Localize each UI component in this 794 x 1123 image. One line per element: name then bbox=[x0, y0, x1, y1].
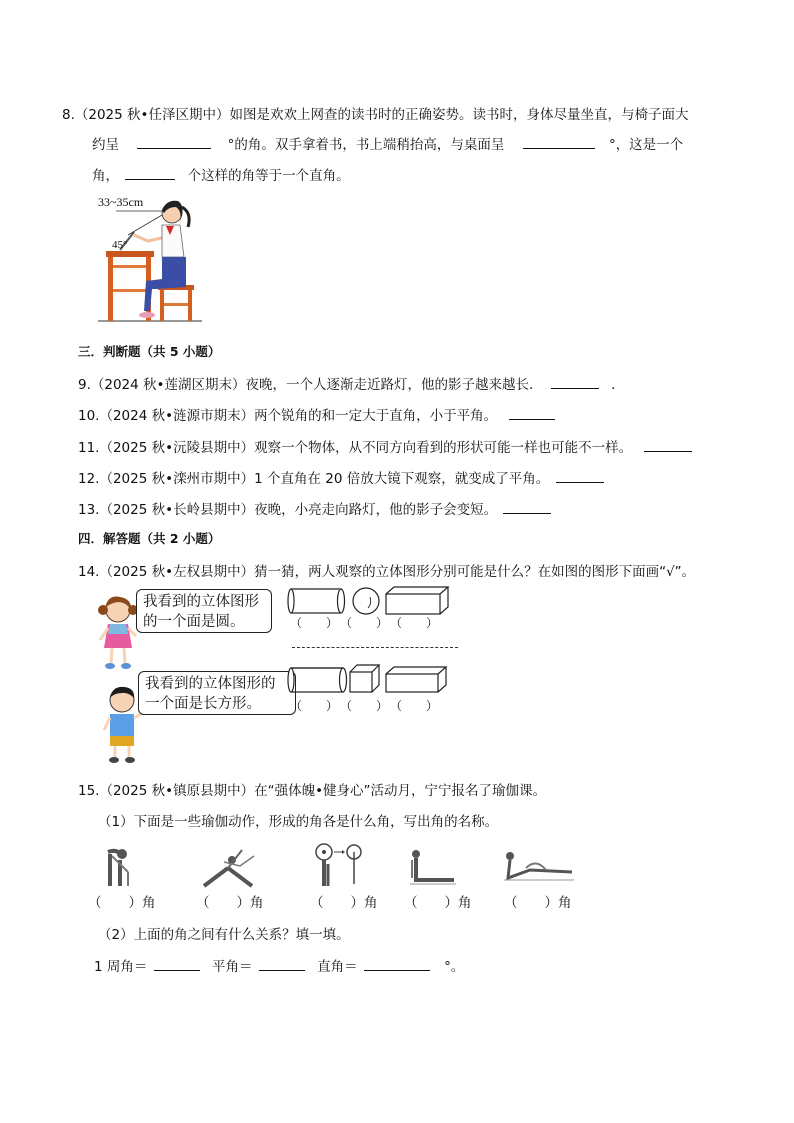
q8-line3-b: 个这样的角等于一个直角。 bbox=[187, 168, 350, 184]
fig-distance-label: 33~35cm bbox=[98, 195, 144, 209]
q10-blank[interactable] bbox=[509, 405, 555, 420]
row2-paren-2[interactable]: （ ） bbox=[340, 699, 389, 713]
fill-blank-1[interactable] bbox=[154, 956, 200, 971]
q11-blank[interactable] bbox=[644, 437, 692, 452]
section3-title: 三．判断题（共 5 小题） bbox=[78, 344, 221, 359]
q8-blank-1[interactable] bbox=[137, 134, 211, 149]
q15-text: 15.（2025 秋•镇原县期中）在“强体魄•健身心”活动月，宁宁报名了瑜伽课。 bbox=[78, 783, 547, 799]
fill-c: 直角＝ bbox=[317, 959, 358, 975]
q11-text: 11.（2025 秋•沅陵县期中）观察一个物体，从不同方向看到的形状可能一样也可能不一样。 bbox=[78, 440, 633, 456]
yoga-angle-4[interactable]: （ ）角 bbox=[404, 895, 472, 911]
q8-line3 bbox=[92, 164, 350, 184]
reading-posture-figure bbox=[96, 193, 206, 325]
q12-blank[interactable] bbox=[556, 468, 604, 483]
bubble2-line2: 一个面是长方形。 bbox=[145, 696, 261, 712]
q8-line2-b: °的角。双手拿着书，书上端稍抬高，与桌面呈 bbox=[227, 137, 505, 153]
yoga-angle-2[interactable]: （ ）角 bbox=[196, 895, 264, 911]
cuboid-shape-2 bbox=[386, 667, 446, 692]
yoga-pose-5 bbox=[500, 848, 576, 888]
reading-posture-illustration bbox=[96, 193, 206, 325]
q9-blank[interactable] bbox=[551, 374, 599, 389]
cylinder-shape-2 bbox=[288, 668, 347, 692]
yoga-angle-5[interactable]: （ ）角 bbox=[504, 895, 572, 911]
bubble1-line2: 的一个面是圆。 bbox=[143, 614, 245, 630]
yoga-pose-2 bbox=[202, 848, 256, 892]
section4-title: 四．解答题（共 2 小题） bbox=[78, 531, 221, 546]
row2-paren-3[interactable]: （ ） bbox=[390, 699, 439, 713]
fig-angle-label: 45° bbox=[112, 239, 128, 251]
yoga-pose-3 bbox=[314, 842, 362, 888]
bubble2-line1: 我看到的立体图形的 bbox=[145, 676, 276, 692]
q15-sub2: （2）上面的角之间有什么关系？填一填。 bbox=[98, 927, 350, 943]
fill-a: 1 周角＝ bbox=[94, 959, 148, 975]
yoga-pose-1 bbox=[102, 846, 142, 890]
yoga-angle-1[interactable]: （ ）角 bbox=[88, 895, 156, 911]
divider bbox=[292, 647, 458, 648]
q8-line2-a: 约呈 bbox=[92, 137, 119, 153]
q13-blank[interactable] bbox=[503, 499, 551, 514]
q13 bbox=[78, 498, 551, 518]
q14-text: 14.（2025 秋•左权县期中）猜一猜，两人观察的立体图形分别可能是什么？在如图的图形下面画“√”。 bbox=[78, 564, 696, 580]
q8-line2 bbox=[92, 133, 683, 153]
row2-shapes bbox=[288, 662, 458, 694]
bubble1-line1: 我看到的立体图形 bbox=[143, 594, 259, 610]
fill-d: °。 bbox=[444, 959, 465, 975]
q9 bbox=[78, 373, 625, 393]
q11 bbox=[78, 436, 692, 456]
fill-b: 平角＝ bbox=[211, 959, 253, 975]
q8-line3-a: 角， bbox=[92, 168, 119, 184]
q9-text: 9.（2024 秋•莲湖区期末）夜晚，一个人逐渐走近路灯，他的影子越来越长． bbox=[78, 377, 543, 393]
q8-blank-2[interactable] bbox=[523, 134, 595, 149]
cylinder-shape-1 bbox=[288, 588, 345, 613]
q15-fill-line bbox=[94, 955, 464, 975]
row2-paren-1[interactable]: （ ） bbox=[290, 699, 339, 713]
q12 bbox=[78, 467, 604, 487]
q8-blank-3[interactable] bbox=[125, 165, 175, 180]
q10-text: 10.（2024 秋•涟源市期末）两个锐角的和一定大于直角，小于平角。 bbox=[78, 408, 498, 424]
boy-speech-bubble bbox=[138, 671, 296, 715]
girl-speech-bubble bbox=[136, 589, 272, 633]
sphere-shape bbox=[353, 588, 379, 614]
yoga-pose-4 bbox=[408, 848, 458, 888]
fill-blank-3[interactable] bbox=[364, 956, 430, 971]
q12-text: 12.（2025 秋•滦州市期中）1 个直角在 20 倍放大镜下观察，就变成了平角。 bbox=[78, 471, 550, 487]
q8-line1: 8.（2025 秋•任泽区期中）如图是欢欢上网查的读书时的正确姿势。读书时，身体尽量坐直，与椅子面大 bbox=[62, 107, 689, 123]
cuboid-shape-1 bbox=[386, 587, 448, 614]
q9-tail: ． bbox=[611, 377, 625, 393]
row1-paren-1[interactable]: （ ） bbox=[290, 616, 339, 630]
q15-sub1: （1）下面是一些瑜伽动作，形成的角各是什么角，写出角的名称。 bbox=[98, 814, 499, 830]
row1-paren-3[interactable]: （ ） bbox=[390, 616, 439, 630]
cube-shape bbox=[350, 665, 379, 692]
q13-text: 13.（2025 秋•长岭县期中）夜晚，小亮走向路灯，他的影子会变短。 bbox=[78, 502, 498, 518]
row1-paren-2[interactable]: （ ） bbox=[340, 616, 389, 630]
q8-line2-c: °，这是一个 bbox=[608, 137, 684, 153]
yoga-angle-3[interactable]: （ ）角 bbox=[310, 895, 378, 911]
fill-blank-2[interactable] bbox=[259, 956, 305, 971]
girl-figure bbox=[96, 594, 140, 672]
q10 bbox=[78, 404, 555, 424]
